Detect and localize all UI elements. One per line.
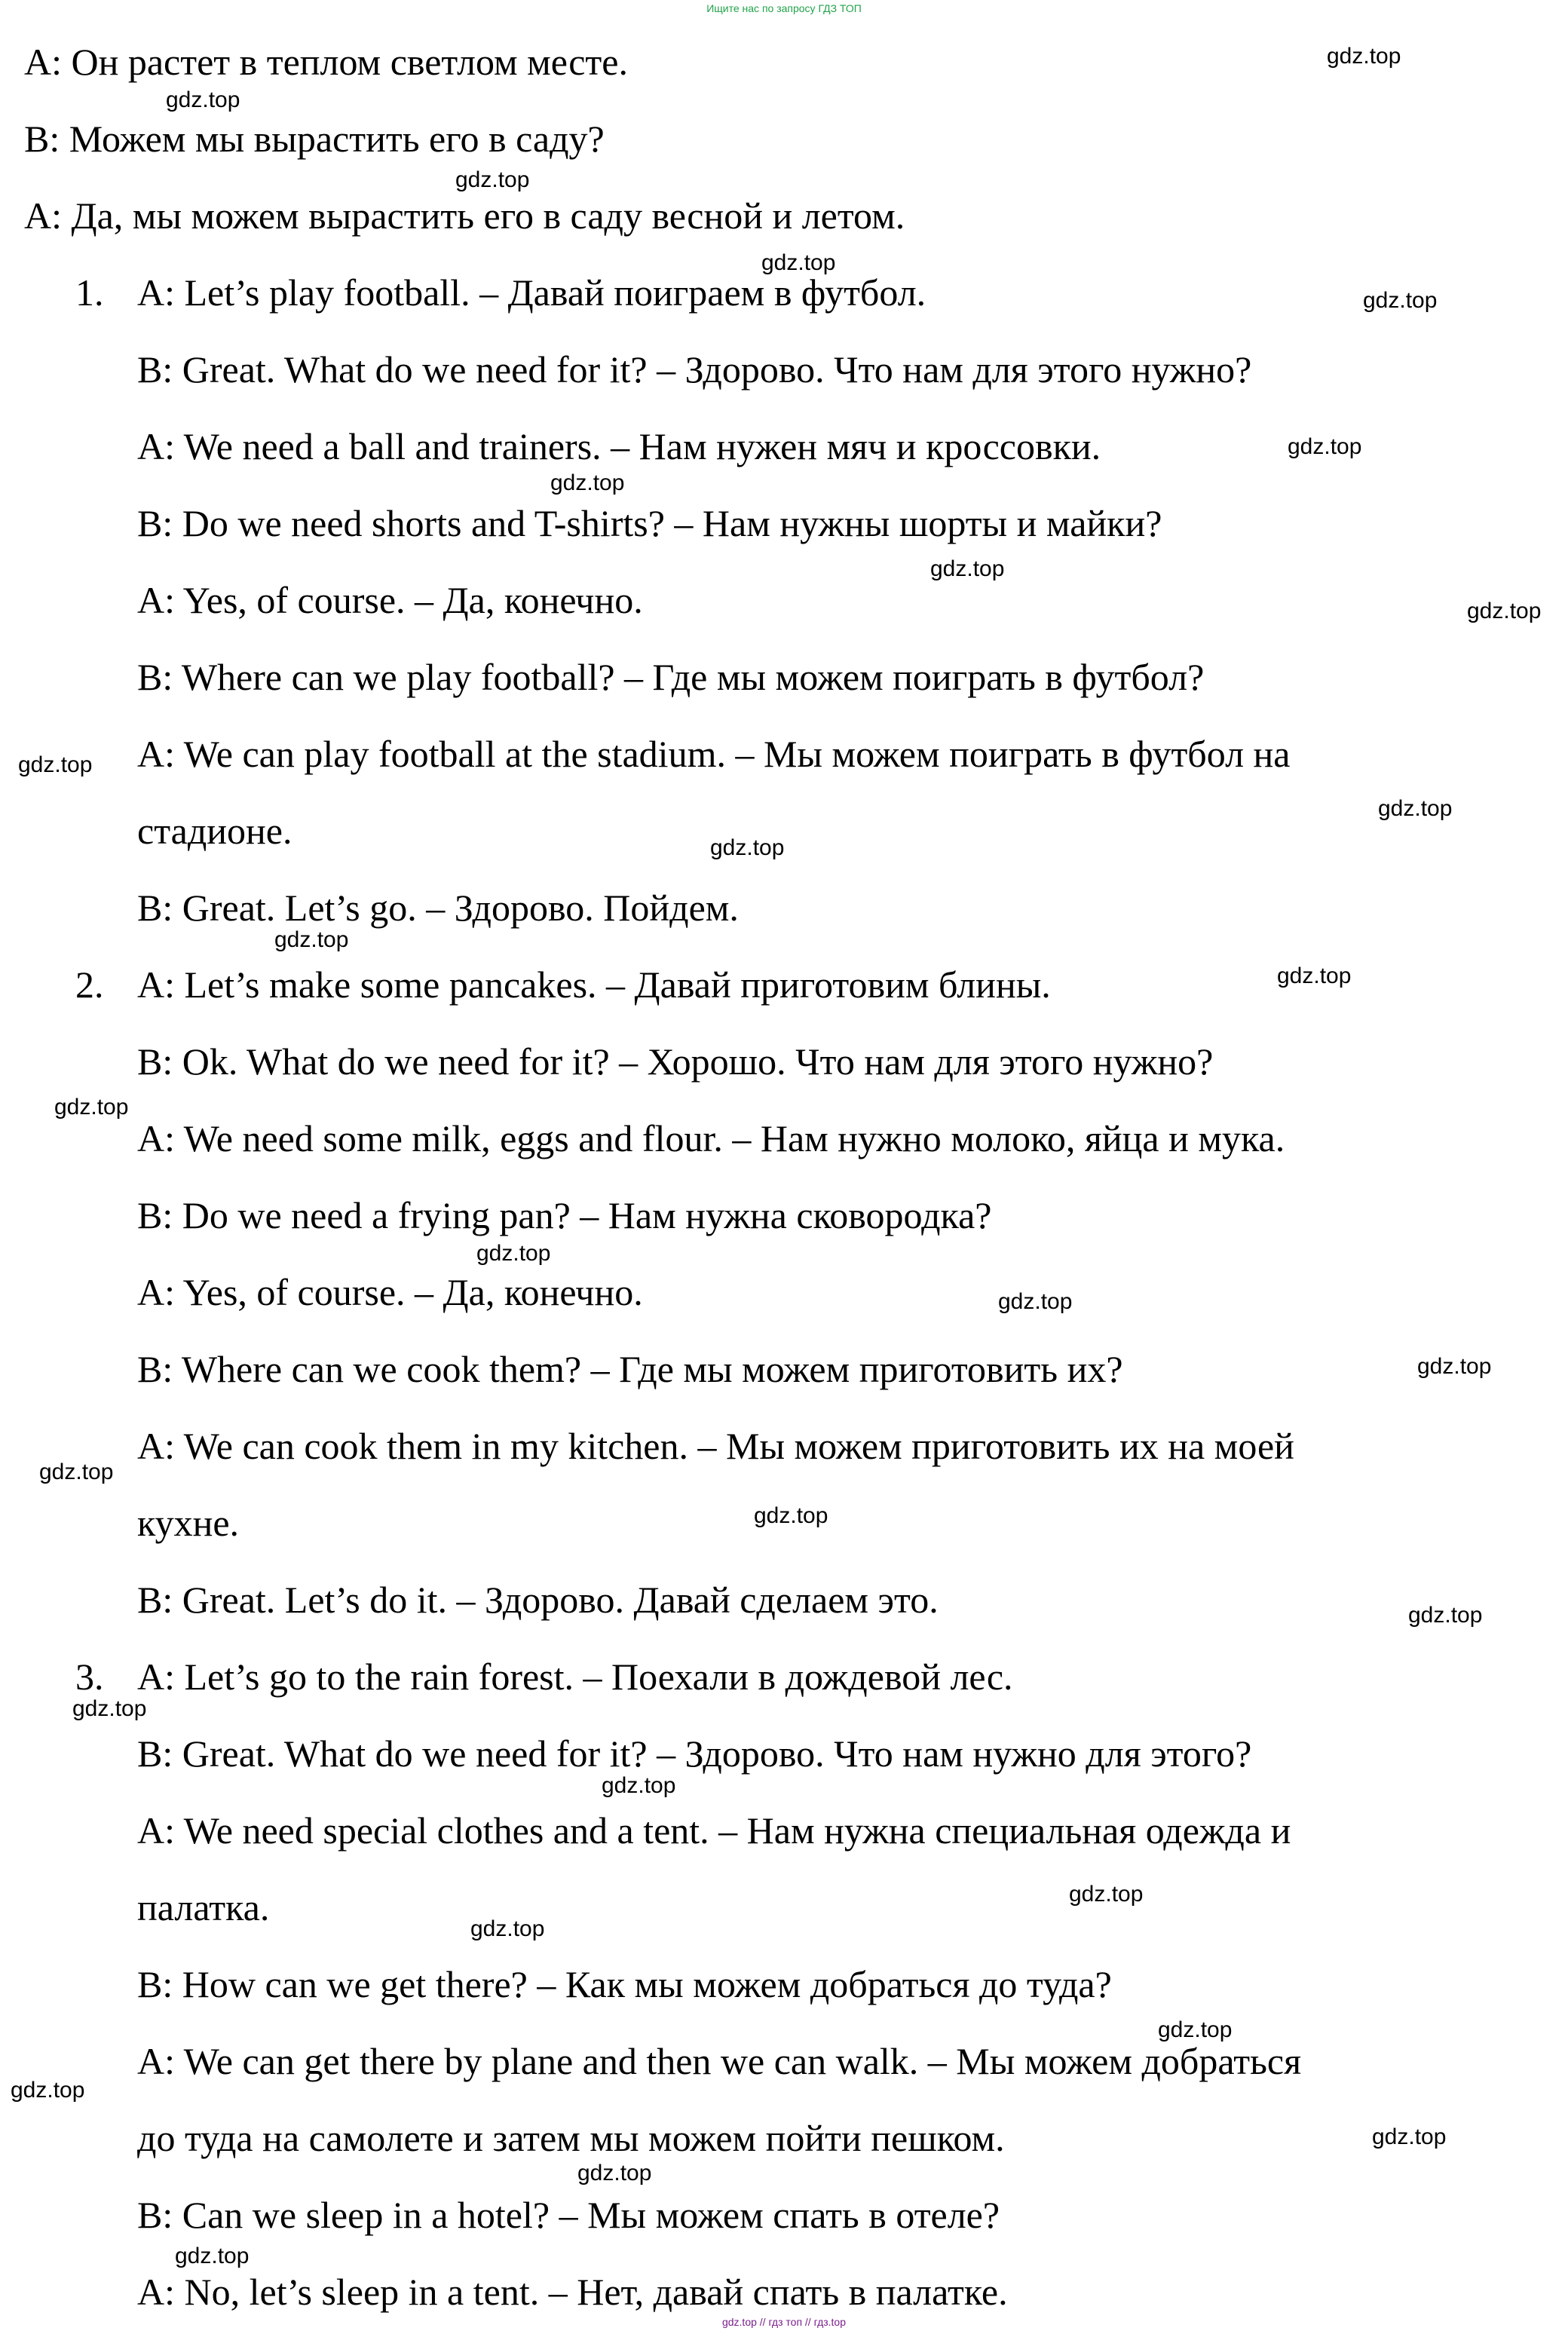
watermark: gdz.top	[1327, 44, 1401, 69]
dialogue-line: A: We need a ball and trainers. – Нам нужен мяч и кроссовки.	[137, 425, 1101, 467]
dialogue-line: B: Do we need a frying pan? – Нам нужна сковородка?	[137, 1194, 992, 1236]
dialogue-number: 1.	[75, 271, 104, 314]
watermark: gdz.top	[274, 927, 349, 952]
search-banner: Ищите нас по запросу ГДЗ ТОП	[706, 2, 862, 14]
watermark: gdz.top	[550, 470, 625, 495]
intro-line: А: Да, мы можем вырастить его в саду весной и летом.	[24, 195, 905, 237]
dialogue-line: B: Where can we play football? – Где мы можем поиграть в футбол?	[137, 656, 1205, 698]
dialogue-line: до туда на самолете и затем мы можем пойти пешком.	[137, 2117, 1005, 2159]
watermark: gdz.top	[1069, 1882, 1144, 1907]
dialogue-line: A: Let’s make some pancakes. – Давай приготовим блины.	[137, 963, 1051, 1006]
watermark: gdz.top	[455, 167, 530, 192]
watermark: gdz.top	[1288, 434, 1362, 459]
watermark: gdz.top	[1158, 2017, 1233, 2042]
watermark: gdz.top	[1378, 796, 1453, 821]
watermark: gdz.top	[754, 1503, 828, 1528]
dialogue-line: B: Great. Let’s do it. – Здорово. Давай сделаем это.	[137, 1579, 939, 1621]
watermark: gdz.top	[175, 2244, 250, 2268]
intro-line: А: Он растет в теплом светлом месте.	[24, 41, 628, 83]
dialogue-line: B: Great. What do we need for it? – Здорово. Что нам для этого нужно?	[137, 348, 1252, 391]
dialogue-line: A: We can play football at the stadium. – Мы можем поиграть в футбол на	[137, 733, 1291, 775]
dialogue-line: A: Let’s play football. – Давай поиграем в футбол.	[137, 271, 926, 314]
watermark: gdz.top	[1363, 288, 1438, 313]
watermark: gdz.top	[11, 2078, 85, 2103]
dialogue-line: A: Yes, of course. – Да, конечно.	[137, 579, 643, 621]
dialogue-line: A: Yes, of course. – Да, конечно.	[137, 1271, 643, 1313]
dialogue-line: B: Great. Let’s go. – Здорово. Пойдем.	[137, 887, 739, 929]
watermark: gdz.top	[761, 250, 836, 275]
footer-banner: gdz.top // гдз топ // гдз.top	[721, 2316, 847, 2328]
dialogue-number: 3.	[75, 1656, 104, 1698]
dialogue-line: B: Do we need shorts and T-shirts? – Нам нужны шорты и майки?	[137, 502, 1162, 544]
dialogue-line: A: Let’s go to the rain forest. – Поехали в дождевой лес.	[137, 1656, 1013, 1698]
watermark: gdz.top	[602, 1773, 676, 1798]
watermark: gdz.top	[1467, 599, 1542, 623]
dialogue-line: A: We need some milk, eggs and flour. – Нам нужно молоко, яйца и мука.	[137, 1117, 1285, 1159]
dialogue-line: B: Where can we cook them? – Где мы можем приготовить их?	[137, 1348, 1123, 1390]
watermark: gdz.top	[18, 752, 93, 777]
dialogue-line: A: We need special clothes and a tent. – Нам нужна специальная одежда и	[137, 1809, 1291, 1852]
dialogue-line: B: Great. What do we need for it? – Здорово. Что нам нужно для этого?	[137, 1732, 1252, 1775]
watermark: gdz.top	[710, 835, 785, 860]
watermark: gdz.top	[1408, 1603, 1483, 1628]
dialogue-line: B: Can we sleep in a hotel? – Мы можем спать в отеле?	[137, 2194, 1000, 2236]
watermark: gdz.top	[1372, 2124, 1447, 2149]
watermark: gdz.top	[476, 1241, 551, 1266]
dialogue-line: B: Ok. What do we need for it? – Хорошо. Что нам для этого нужно?	[137, 1040, 1214, 1083]
dialogue-number: 2.	[75, 963, 104, 1006]
dialogue-line: B: How can we get there? – Как мы можем добраться до туда?	[137, 1963, 1112, 2005]
intro-line: В: Можем мы вырастить его в саду?	[24, 118, 605, 160]
watermark: gdz.top	[930, 556, 1005, 581]
dialogue-line: кухне.	[137, 1502, 240, 1544]
dialogue-line: A: We can get there by plane and then we can walk. – Мы можем добраться	[137, 2040, 1302, 2082]
watermark: gdz.top	[166, 87, 240, 112]
watermark: gdz.top	[1277, 963, 1352, 988]
watermark: gdz.top	[470, 1916, 545, 1941]
dialogue-line: A: No, let’s sleep in a tent. – Нет, давай спать в палатке.	[137, 2271, 1008, 2313]
watermark: gdz.top	[54, 1095, 129, 1120]
watermark: gdz.top	[998, 1289, 1073, 1314]
watermark: gdz.top	[39, 1460, 114, 1484]
watermark: gdz.top	[577, 2161, 652, 2186]
dialogue-line: стадионе.	[137, 810, 292, 852]
dialogue-line: палатка.	[137, 1886, 270, 1928]
dialogue-line: A: We can cook them in my kitchen. – Мы можем приготовить их на моей	[137, 1425, 1294, 1467]
watermark: gdz.top	[72, 1696, 147, 1721]
watermark: gdz.top	[1417, 1354, 1492, 1379]
